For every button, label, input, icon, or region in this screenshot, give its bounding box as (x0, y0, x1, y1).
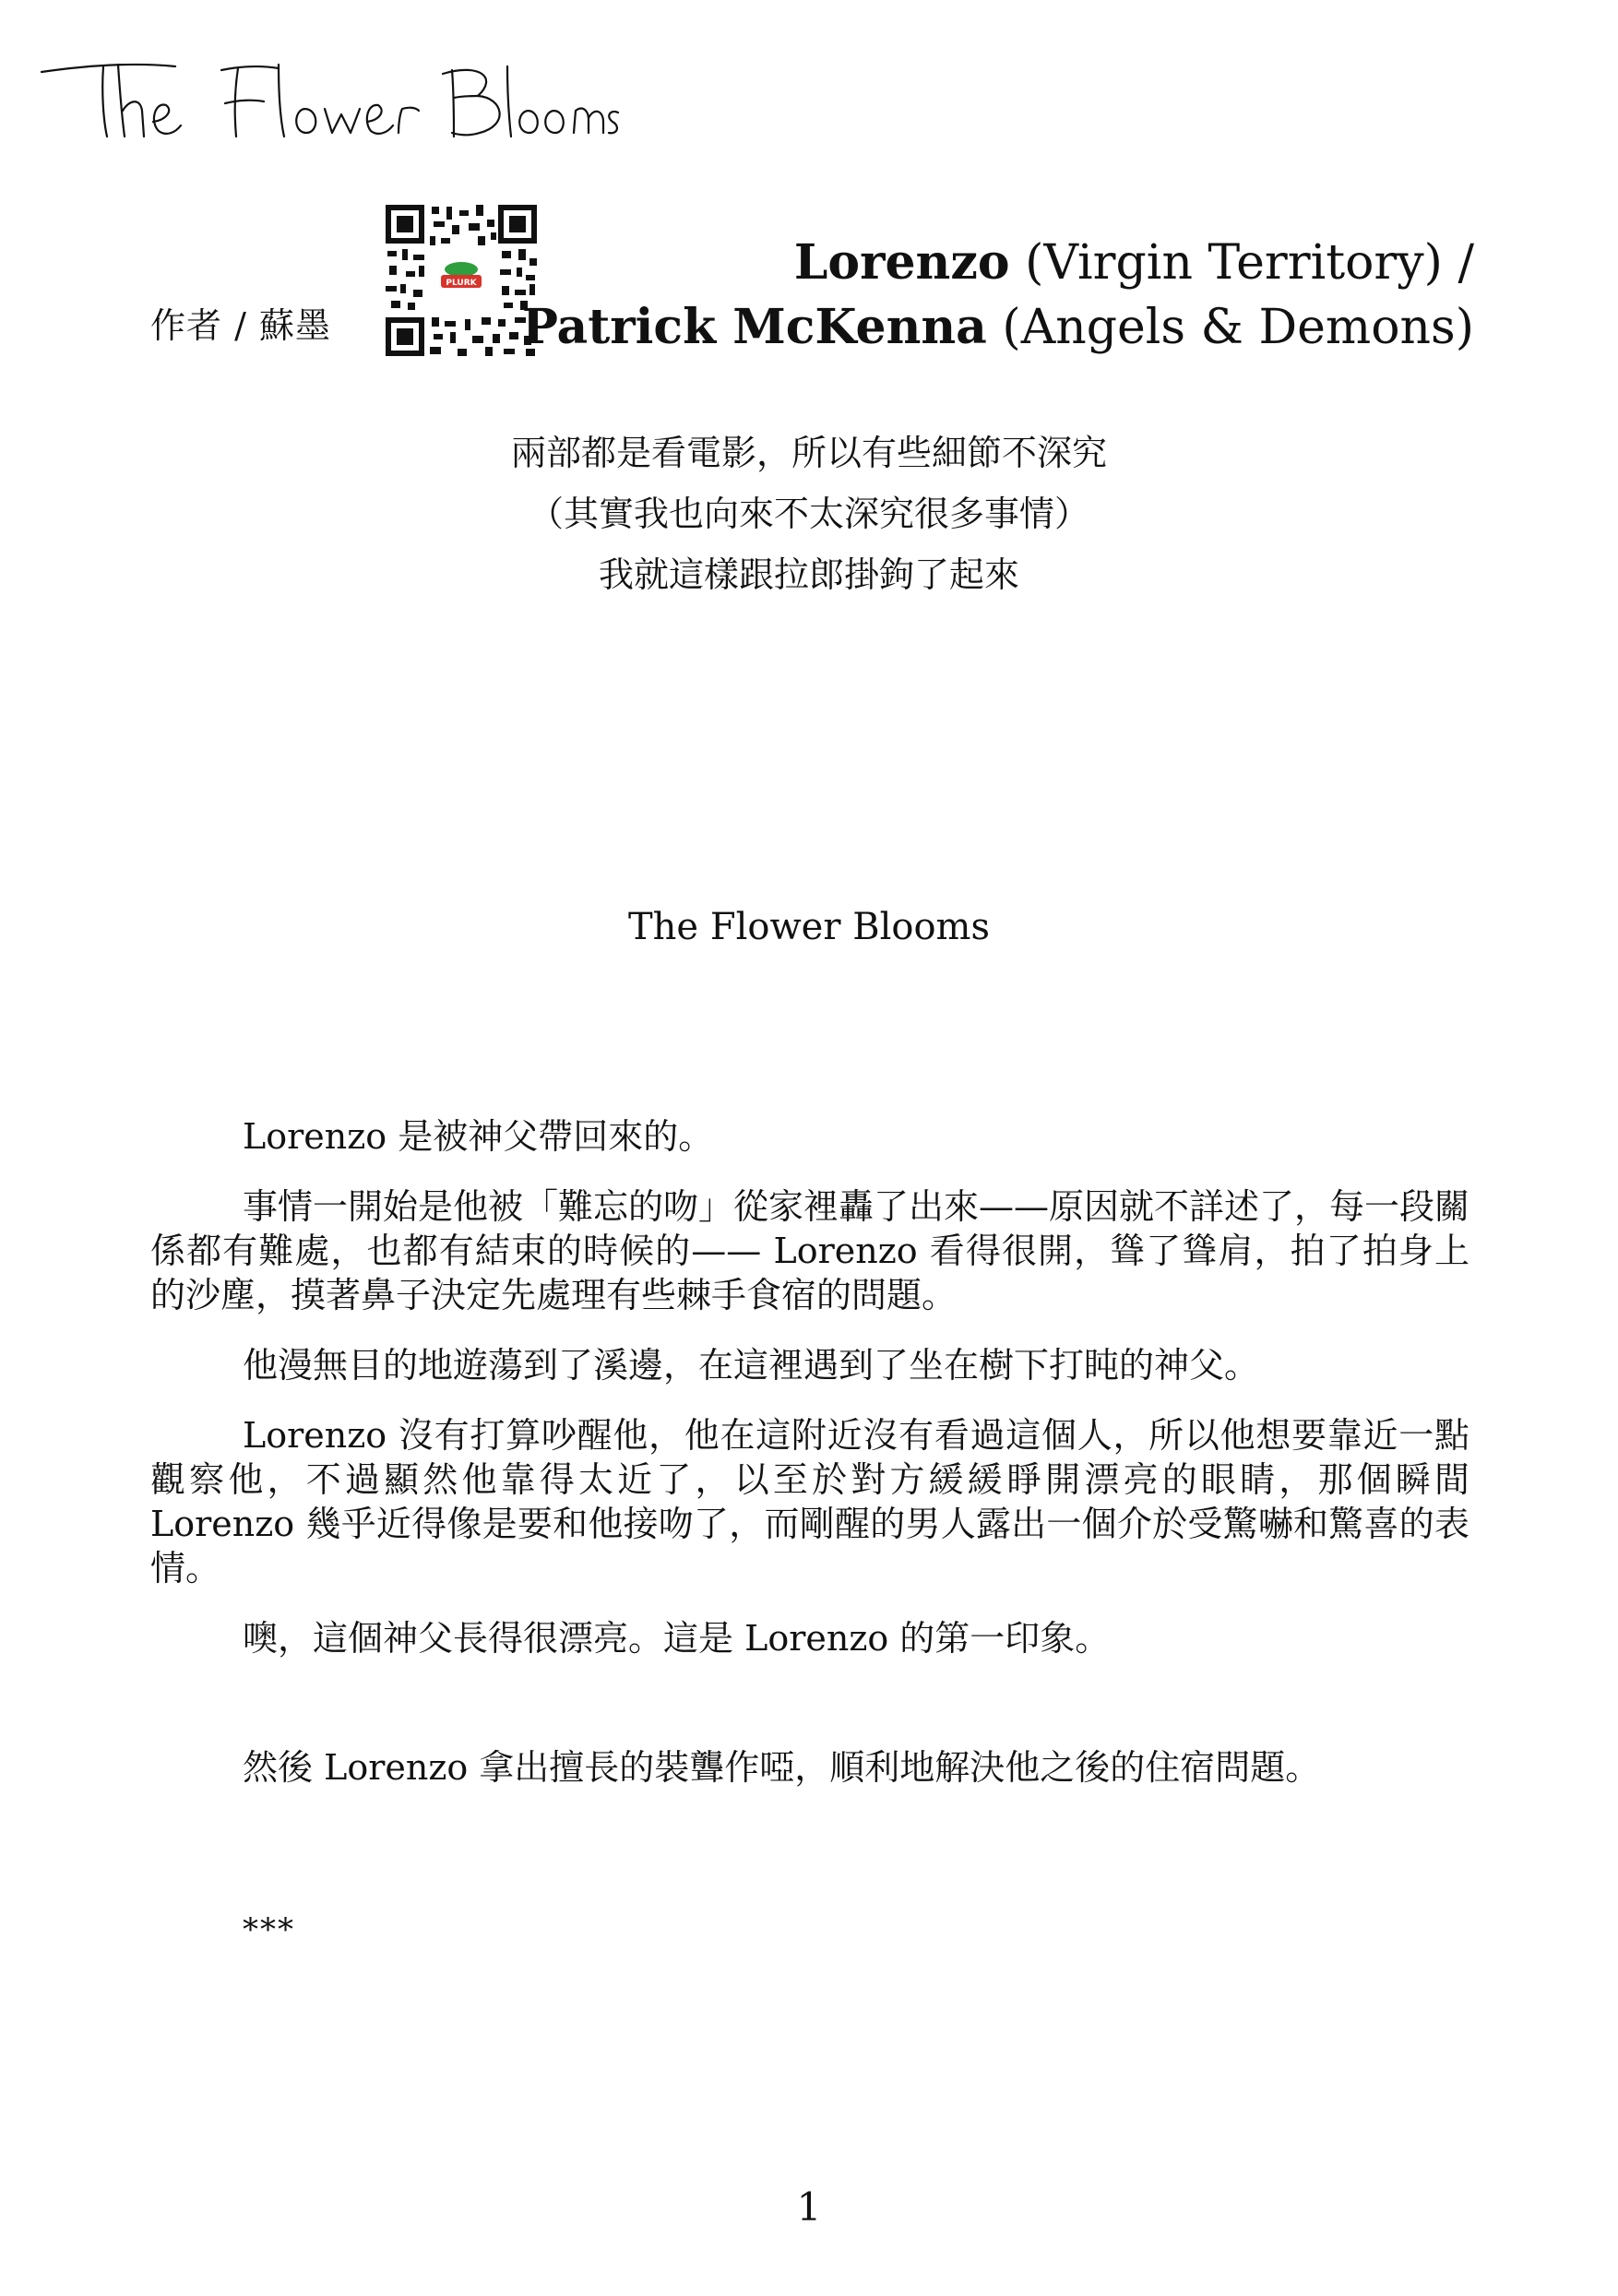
paragraph: 事情一開始是他被「難忘的吻」從家裡轟了出來——原因就不詳述了，每一段關係都有難處，也都有結束的時候的—— Lorenzo 看得很開，聳了聳肩，拍了拍身上的沙塵，摸著鼻子決定先處理有些棘手食宿的問題。 (150, 1186, 1470, 1315)
story-body (150, 1114, 1469, 1815)
intro-line: （其實我也向來不太深究很多事情） (528, 494, 1089, 534)
title-line-2 (522, 295, 1474, 360)
source-title-2: (Angels & Demons) (986, 300, 1474, 355)
page-number: 1 (796, 2184, 822, 2230)
paragraph: 噢，這個神父長得很漂亮。這是 Lorenzo 的第一印象。 (243, 1618, 1111, 1659)
qr-code (386, 205, 537, 356)
intro-line: 兩部都是看電影，所以有些細節不深究 (510, 433, 1107, 473)
handwritten-title-logo (37, 37, 627, 148)
qr-center-label: PLURK (446, 279, 477, 288)
section-separator: *** (243, 1911, 295, 1948)
character-name-2: Patrick McKenna (521, 299, 987, 355)
paragraph: Lorenzo 沒有打算吵醒他，他在這附近沒有看過這個人，所以他想要靠近一點觀察他，不過顯然他靠得太近了，以至於對方緩緩睜開漂亮的眼睛，那個瞬間 Lorenzo 幾乎近得像是要和他接吻了，而剛醒的男人露出一個介於受驚嚇和驚喜的表情。 (150, 1415, 1469, 1588)
author-line: 作者 / 蘇墨 (150, 305, 331, 346)
title-block (522, 231, 1474, 360)
paragraph: Lorenzo 是被神父帶回來的。 (243, 1116, 714, 1157)
qr-code-graphic (386, 205, 537, 356)
title-line-1 (522, 231, 1474, 295)
intro-line: 我就這樣跟拉郎掛鉤了起來 (598, 554, 1019, 595)
paragraph: 然後 Lorenzo 拿出擅長的裝聾作啞，順利地解決他之後的住宿問題。 (243, 1747, 1321, 1788)
header-logo (37, 37, 627, 148)
story-title: The Flower Blooms (627, 906, 990, 948)
source-title-1: (Virgin Territory) / (1009, 235, 1474, 291)
paragraph: 他漫無目的地遊蕩到了溪邊，在這裡遇到了坐在樹下打盹的神父。 (243, 1345, 1260, 1386)
intro-note (0, 422, 1618, 605)
character-name-1: Lorenzo (793, 234, 1010, 291)
